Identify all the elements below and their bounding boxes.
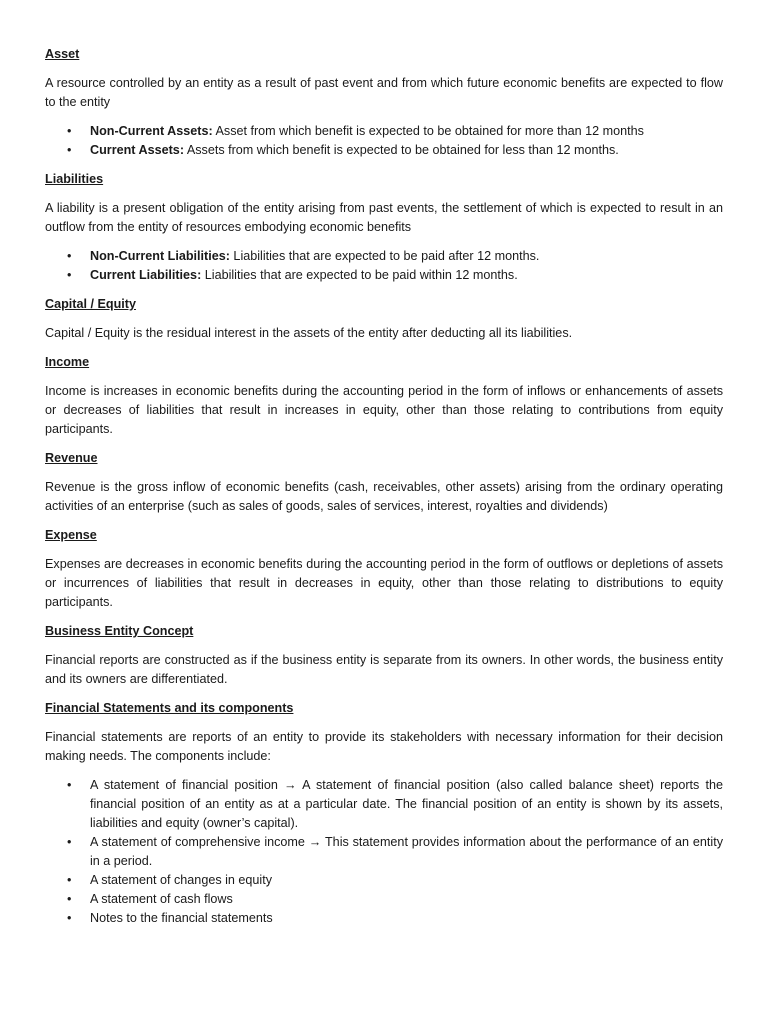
income-heading: Income (45, 355, 90, 369)
liabilities-bullet-list (45, 247, 723, 285)
expense-heading: Expense (45, 528, 97, 542)
bullet-icon: • (67, 911, 72, 925)
bullet-icon: • (67, 268, 72, 282)
component-text: A statement of cash flows (90, 892, 233, 906)
component-text: A statement of financial position → A statement of financial position (also called balance sheet) reports the financial position of an entity as at a particular date. The financial position of an entity is shown by its assets, liabilities and equity (owner’s capital). (90, 778, 723, 830)
term-label: Current Assets: (90, 143, 185, 157)
business-entity-definition: Financial reports are constructed as if the business entity is separate from its owners. In other words, the business entity and its owners are differentiated. (45, 653, 723, 686)
revenue-definition: Revenue is the gross inflow of economic benefits (cash, receivables, other assets) arising from the ordinary operating activities of an enterprise (such as sales of goods, sales of services, interest, royalties and dividends) (45, 480, 723, 513)
term-text: Liabilities that are expected to be paid after 12 months. (229, 249, 540, 263)
financial-statements-definition: Financial statements are reports of an entity to provide its stakeholders with necessary information for their decision making needs. The components include: (45, 730, 723, 763)
financial-statements-heading: Financial Statements and its components (45, 701, 294, 715)
term-text: Liabilities that are expected to be paid within 12 months. (201, 268, 518, 282)
bullet-icon: • (67, 778, 72, 792)
bullet-icon: • (67, 143, 72, 157)
bullet-icon: • (67, 249, 72, 263)
business-entity-heading: Business Entity Concept (45, 624, 194, 638)
list-item (45, 909, 723, 928)
list-item (45, 141, 723, 160)
equity-heading: Capital / Equity (45, 297, 136, 311)
list-item (45, 266, 723, 285)
term-label: Current Liabilities: (90, 268, 202, 282)
bullet-icon: • (67, 124, 72, 138)
list-item (45, 247, 723, 266)
list-item (45, 776, 723, 833)
asset-heading: Asset (45, 47, 80, 61)
equity-definition: Capital / Equity is the residual interest in the assets of the entity after deducting all its liabilities. (45, 326, 573, 340)
term-label: Non-Current Liabilities: (90, 249, 230, 263)
liabilities-definition: A liability is a present obligation of the entity arising from past events, the settlement of which is expected to result in an outflow from the entity of resources embodying economic benefits (45, 201, 723, 234)
component-text: Notes to the financial statements (90, 911, 273, 925)
component-text: A statement of changes in equity (90, 873, 273, 887)
component-text: A statement of comprehensive income → This statement provides information about the performance of an entity in a period. (90, 835, 723, 868)
bullet-icon: • (67, 873, 72, 887)
components-bullet-list (45, 776, 723, 928)
list-item (45, 871, 723, 890)
list-item (45, 122, 723, 141)
revenue-heading: Revenue (45, 451, 98, 465)
list-item (45, 890, 723, 909)
term-text: Asset from which benefit is expected to be obtained for more than 12 months (212, 124, 644, 138)
list-item (45, 833, 723, 871)
bullet-icon: • (67, 835, 72, 849)
term-text: Assets from which benefit is expected to be obtained for less than 12 months. (184, 143, 619, 157)
asset-definition: A resource controlled by an entity as a result of past event and from which future economic benefits are expected to flow to the entity (45, 76, 723, 109)
asset-bullet-list (45, 122, 723, 160)
bullet-icon: • (67, 892, 72, 906)
income-definition: Income is increases in economic benefits during the accounting period in the form of inflows or enhancements of assets or decreases of liabilities that result in increases in equity, other than those relating to contributions from equity participants. (45, 384, 723, 436)
liabilities-heading: Liabilities (45, 172, 104, 186)
term-label: Non-Current Assets: (90, 124, 213, 138)
expense-definition: Expenses are decreases in economic benefits during the accounting period in the form of outflows or depletions of assets or incurrences of liabilities that result in decreases in equity, other than those relating to distributions to equity participants. (45, 557, 723, 609)
